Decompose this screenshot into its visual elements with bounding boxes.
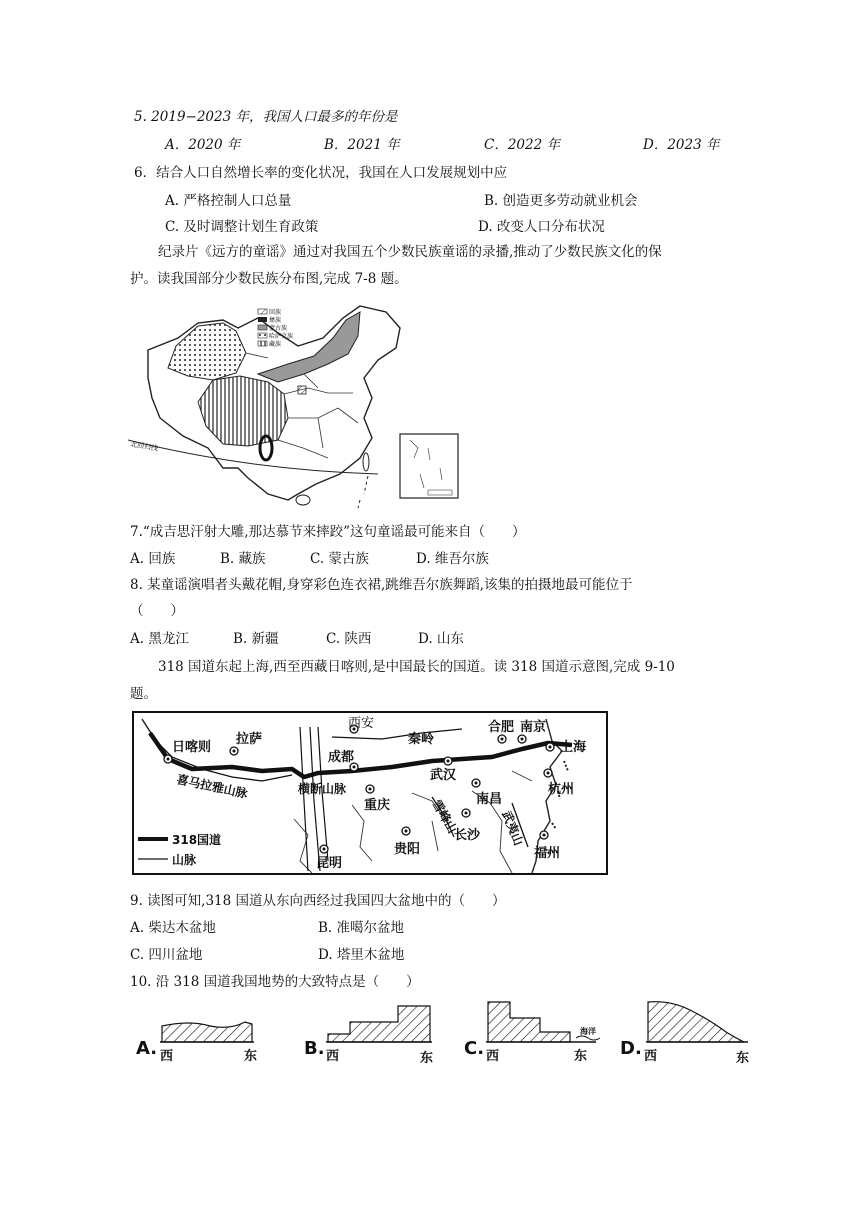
q7-option-c: C. 蒙古族 xyxy=(310,551,369,567)
q9-stem: 9. 读图可知,318 国道从东向西经过我国四大盆地中的（ ） xyxy=(130,893,506,909)
q10-stem: 10. 沿 318 国道我国地势的大致特点是（ ） xyxy=(130,974,420,990)
map2-legend-highway: 318国道 xyxy=(172,833,222,847)
profile-d-letter: D. xyxy=(620,1038,642,1059)
q6-stem: 6．结合人口自然增长率的变化状况，我国在人口发展规划中应 xyxy=(134,165,508,181)
label-qinling: 秦岭 xyxy=(408,732,435,747)
city-guiyang: 贵阳 xyxy=(394,842,421,857)
xinjiang-region xyxy=(168,323,246,380)
q8-stem: 8. 某童谣演唱者头戴花帽,身穿彩色连衣裙,跳维吾尔族舞蹈,该集的拍摄地最可能位于 xyxy=(130,577,633,593)
city-lhasa: 拉萨 xyxy=(236,732,263,747)
city-nanjing: 南京 xyxy=(520,720,547,735)
terrain-profiles xyxy=(130,996,760,1070)
city-hefei: 合肥 xyxy=(488,720,515,735)
q7-option-a: A. 回族 xyxy=(130,551,176,567)
profile-a-east: 东 xyxy=(244,1049,258,1064)
profile-b-letter: B. xyxy=(304,1038,325,1059)
profile-a-west: 西 xyxy=(160,1049,174,1064)
q8-option-b: B. 新疆 xyxy=(233,631,279,647)
city-chongqing: 重庆 xyxy=(364,798,391,813)
q6-option-a: A. 严格控制人口总量 xyxy=(165,193,292,209)
profile-c-letter: C. xyxy=(464,1038,485,1059)
q8-option-a: A. 黑龙江 xyxy=(130,631,189,647)
ethnic-minority-map xyxy=(128,298,468,510)
profile-d-east: 东 xyxy=(736,1051,750,1066)
profile-d-west: 西 xyxy=(644,1049,658,1064)
q7-option-d: D. 维吾尔族 xyxy=(416,551,489,567)
map2-legend-mountain: 山脉 xyxy=(172,853,197,867)
city-changsha: 长沙 xyxy=(454,828,481,843)
q9-option-d: D. 塔里木盆地 xyxy=(318,947,405,963)
city-nanchang: 南昌 xyxy=(476,792,503,807)
q7-stem: 7.“成吉思汗射大雕,那达慕节来摔跤”这句童谣最可能来自（ ） xyxy=(130,524,526,540)
map1-legend-1: 彝族 xyxy=(269,317,282,324)
label-xuefeng: 雪峰山 xyxy=(429,797,460,836)
q8-option-d: D. 山东 xyxy=(418,631,464,647)
label-hengduan: 横断山脉 xyxy=(298,782,347,796)
highway-318-map xyxy=(132,711,608,875)
q5-option-d: D．2023 年 xyxy=(643,137,720,153)
profile-c-west: 西 xyxy=(486,1049,500,1064)
label-wuyi: 武夷山 xyxy=(499,808,526,848)
profile-c-east: 东 xyxy=(574,1049,588,1064)
map1-legend-0: 回族 xyxy=(269,309,282,316)
city-hangzhou: 杭州 xyxy=(548,782,575,797)
map1-legend-4: 藏族 xyxy=(269,341,282,348)
hui-region xyxy=(298,386,306,394)
q5-option-a: A．2020 年 xyxy=(165,137,241,153)
south-china-sea-inset xyxy=(400,434,458,498)
city-xigaze: 日喀则 xyxy=(172,740,212,755)
q7-option-b: B. 藏族 xyxy=(220,551,266,567)
q9-option-a: A. 柴达木盆地 xyxy=(130,920,216,936)
q8-option-c: C. 陕西 xyxy=(326,631,372,647)
profile-b-west: 西 xyxy=(326,1049,340,1064)
city-shanghai: 上海 xyxy=(560,740,587,755)
q5-stem: 5. 2019−2023 年，我国人口最多的年份是 xyxy=(134,109,398,125)
map1-legend-3: 哈萨克族 xyxy=(269,333,294,340)
q8-stem-2: （ ） xyxy=(130,603,184,619)
label-himalaya: 喜马拉雅山脉 xyxy=(175,772,249,801)
q6-option-d: D. 改变人口分布状况 xyxy=(478,219,605,235)
intro1-line2: 护。读我国部分少数民族分布图,完成 7-8 题。 xyxy=(130,271,408,287)
city-wuhan: 武汉 xyxy=(430,768,457,783)
q5-option-c: C．2022 年 xyxy=(484,137,560,153)
profile-b xyxy=(304,1006,433,1066)
profile-a xyxy=(136,1022,257,1064)
city-chengdu: 成都 xyxy=(328,750,355,765)
profile-a-letter: A. xyxy=(136,1038,158,1059)
intro2-line2: 题。 xyxy=(130,686,157,702)
tropic-label: 北回归线 xyxy=(129,440,159,453)
profile-b-east: 东 xyxy=(420,1051,434,1066)
profile-c-sea: 海洋 xyxy=(580,1027,596,1036)
q9-option-c: C. 四川盆地 xyxy=(130,947,203,963)
profile-c xyxy=(464,1002,600,1064)
city-kunming: 昆明 xyxy=(316,856,343,871)
q9-option-b: B. 准噶尔盆地 xyxy=(318,920,405,936)
q6-option-b: B. 创造更多劳动就业机会 xyxy=(484,193,638,209)
map1-legend-2: 蒙古族 xyxy=(269,325,288,332)
profile-d xyxy=(620,1002,749,1066)
intro1-line1: 纪录片《远方的童谣》通过对我国五个少数民族童谣的录播,推动了少数民族文化的保 xyxy=(158,244,662,260)
intro2-line1: 318 国道东起上海,西至西藏日喀则,是中国最长的国道。读 318 国道示意图,完成 9-10 xyxy=(158,659,675,675)
city-fuzhou: 福州 xyxy=(534,846,561,861)
city-xian: 西安 xyxy=(348,716,375,731)
q5-option-b: B．2021 年 xyxy=(324,137,400,153)
q6-option-c: C. 及时调整计划生育政策 xyxy=(165,219,319,235)
